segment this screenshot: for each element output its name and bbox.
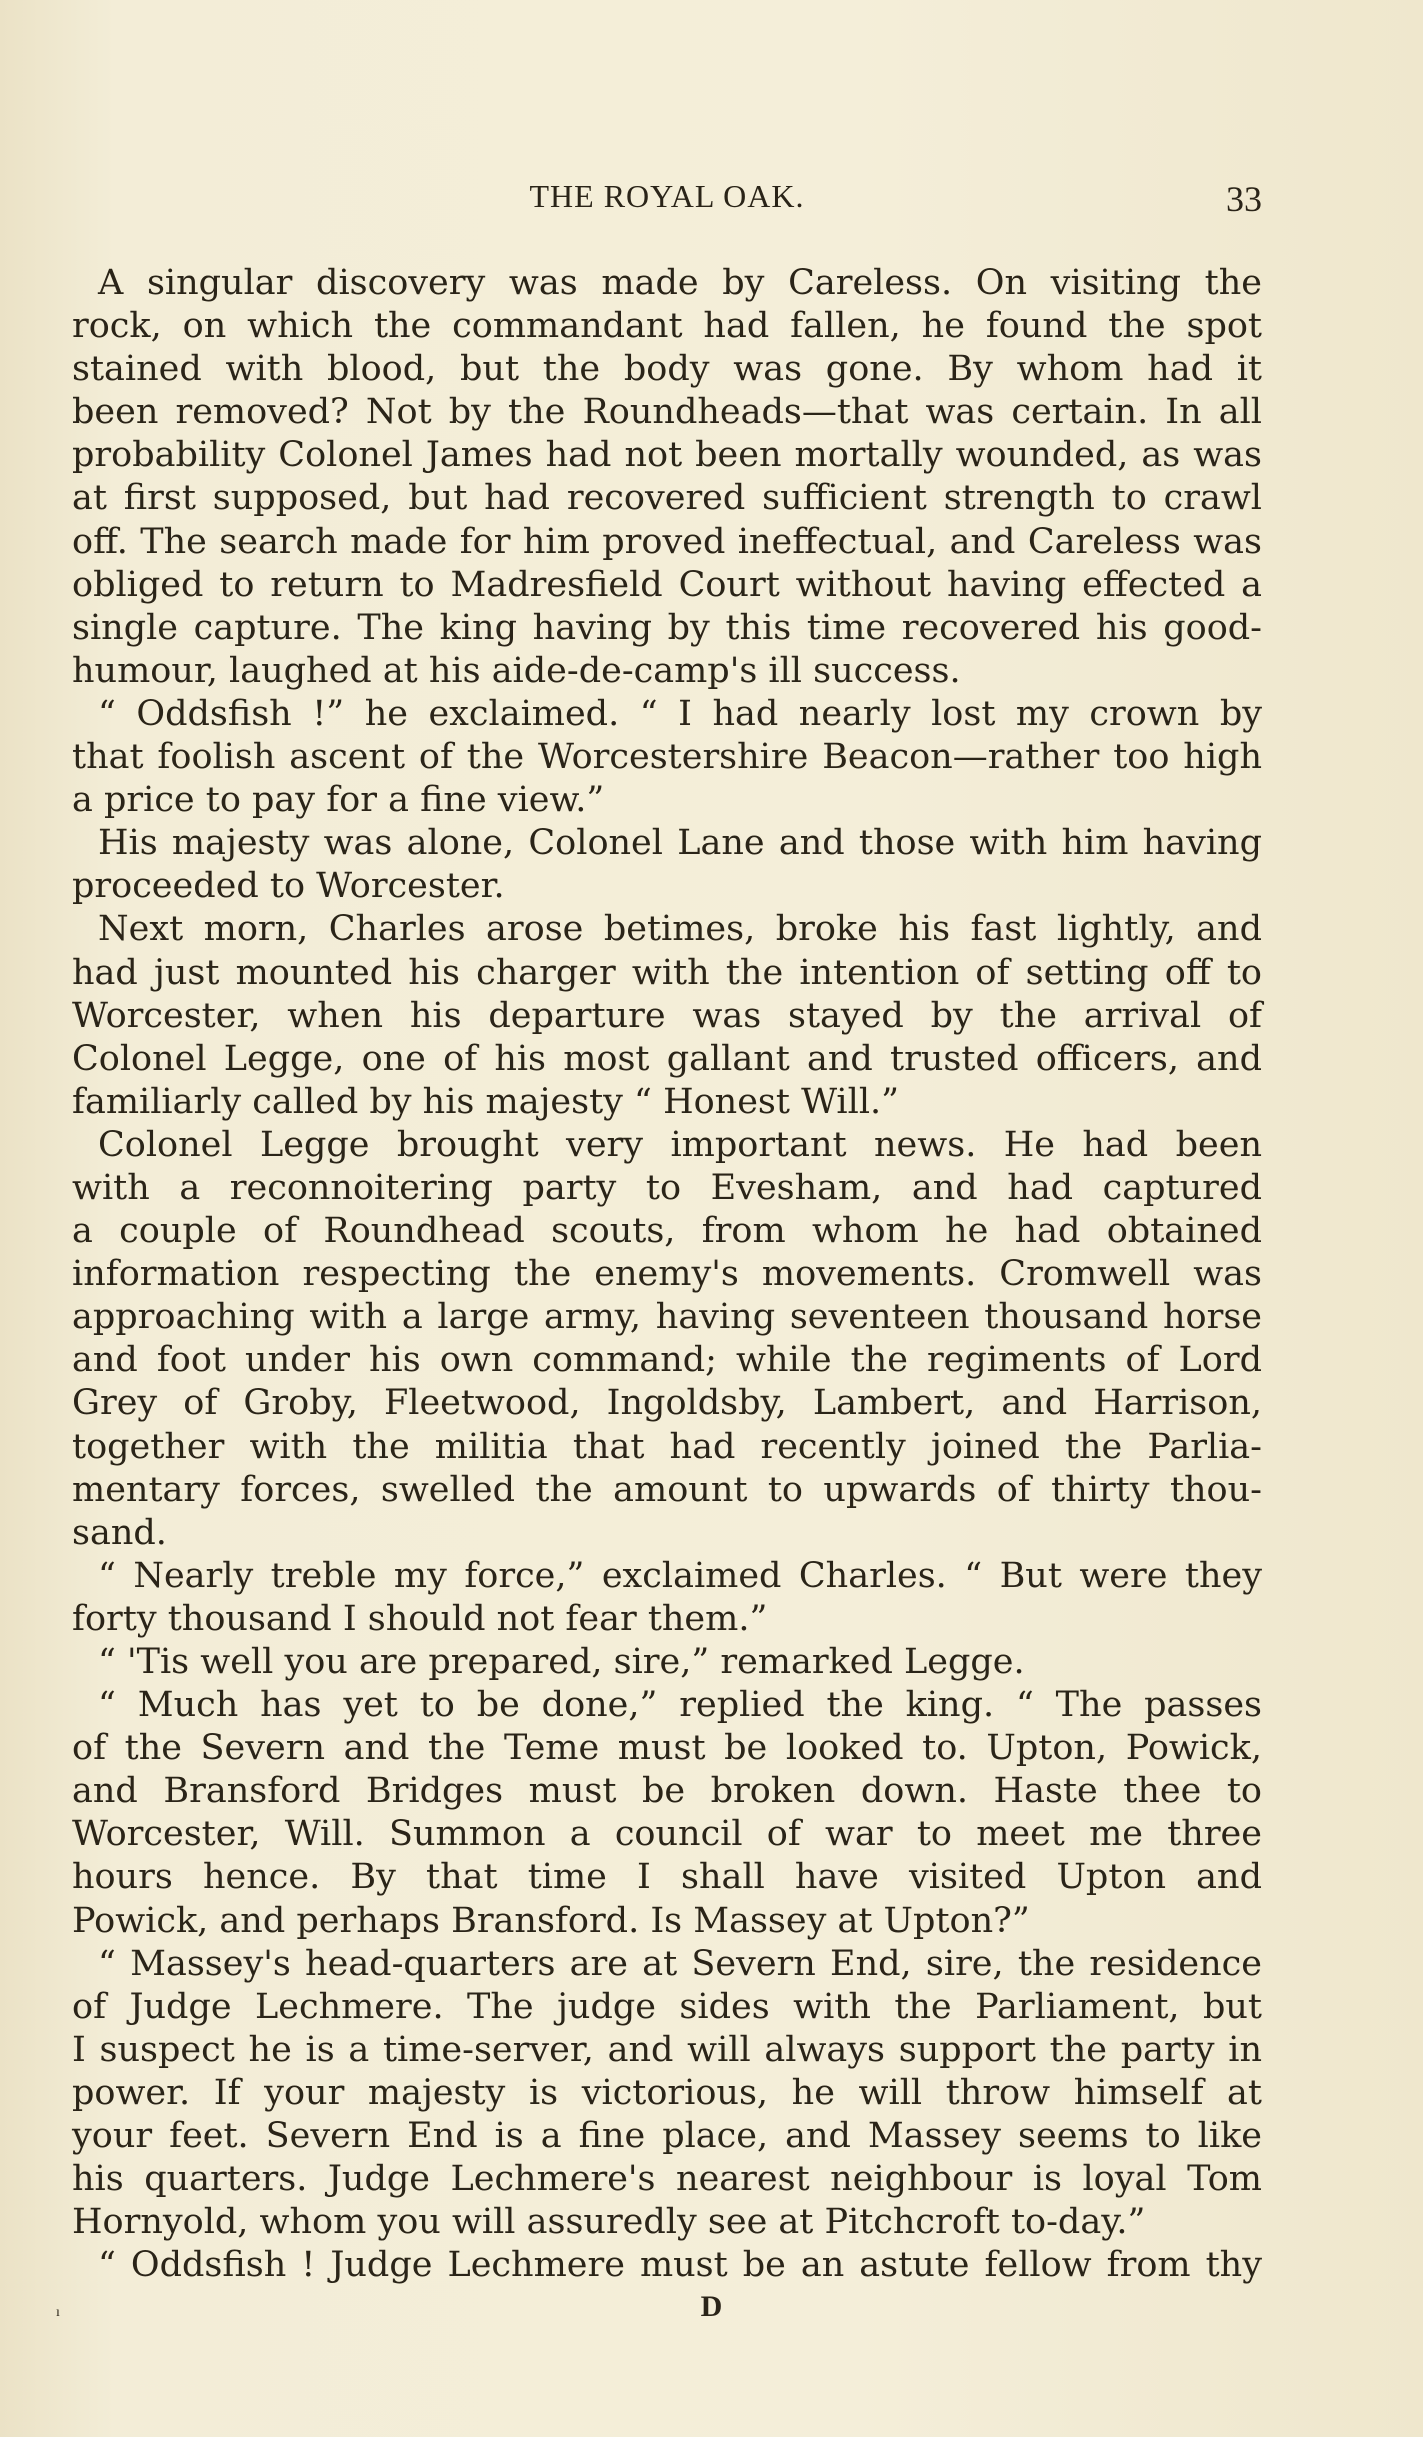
text-line: a price to pay for a fine view.” (72, 780, 605, 821)
text-line: had just mounted his charger with the intention of setting off to (72, 952, 1262, 993)
text-line: a couple of Roundhead scouts, from whom he had obtained (72, 1211, 1262, 1252)
text-line: obliged to return to Madresfield Court without having effected a (72, 564, 1262, 605)
text-line: hours hence. By that time I shall have visited Upton and (72, 1857, 1262, 1898)
text-line: familiarly called by his majesty “ Honest Will.” (72, 1081, 900, 1122)
text-line: Worcester, when his departure was stayed by the arrival of (72, 995, 1262, 1036)
text-line: I suspect he is a time-server, and will always support the party in (72, 2029, 1262, 2070)
text-line: and Bransford Bridges must be broken down. Haste thee to (72, 1771, 1262, 1812)
text-line: “ Massey's head-quarters are at Severn End, sire, the residence (98, 1943, 1262, 1984)
text-line: single capture. The king having by this time recovered his good- (72, 607, 1262, 648)
text-line: power. If your majesty is victorious, he will throw himself at (72, 2072, 1262, 2113)
running-title: THE ROYAL OAK. (529, 178, 805, 214)
text-line: proceeded to Worcester. (72, 866, 505, 907)
text-line: approaching with a large army, having seventeen thousand horse (72, 1297, 1262, 1338)
text-line: His majesty was alone, Colonel Lane and those with him having (98, 823, 1262, 864)
margin-mark: ı (56, 2305, 60, 2320)
text-line: your feet. Severn End is a fine place, and Massey seems to like (72, 2116, 1262, 2157)
text-line: at first supposed, but had recovered sufficient strength to crawl (72, 478, 1262, 519)
text-line: stained with blood, but the body was gone. By whom had it (72, 349, 1262, 390)
text-line: Grey of Groby, Fleetwood, Ingoldsby, Lambert, and Harrison, (72, 1383, 1262, 1424)
text-line: Colonel Legge, one of his most gallant and trusted officers, and (72, 1038, 1262, 1079)
text-line: forty thousand I should not fear them.” (72, 1598, 768, 1639)
signature-mark: D (700, 2290, 723, 2323)
text-line: Powick, and perhaps Bransford. Is Massey at Upton?” (72, 1900, 1030, 1941)
text-line: “ Oddsfish !” he exclaimed. “ I had nearly lost my crown by (98, 693, 1262, 734)
text-line: Hornyold, whom you will assuredly see at Pitchcroft to-day.” (72, 2202, 1146, 2243)
body-text (72, 262, 1262, 2287)
text-line: information respecting the enemy's movements. Cromwell was (72, 1254, 1262, 1295)
text-line: A singular discovery was made by Careless. On visiting the (98, 263, 1262, 303)
text-line: Worcester, Will. Summon a council of war to meet me three (72, 1814, 1262, 1855)
text-line: mentary forces, swelled the amount to upwards of thirty thou- (72, 1469, 1262, 1510)
text-line: off. The search made for him proved ineffectual, and Careless was (72, 521, 1262, 562)
text-line: probability Colonel James had not been mortally wounded, as was (72, 435, 1262, 476)
text-line: “ Nearly treble my force,” exclaimed Charles. “ But were they (98, 1555, 1262, 1596)
text-line: humour, laughed at his aide-de-camp's ill success. (72, 650, 961, 691)
text-line: sand. (72, 1512, 167, 1553)
text-line: that foolish ascent of the Worcestershire Beacon—rather too high (72, 737, 1262, 778)
text-line: “ Much has yet to be done,” replied the king. “ The passes (98, 1685, 1262, 1726)
text-line: “ 'Tis well you are prepared, sire,” remarked Legge. (98, 1642, 1025, 1682)
text-line: with a reconnoitering party to Evesham, and had captured (72, 1167, 1262, 1208)
text-line: been removed? Not by the Roundheads—that was certain. In all (72, 392, 1262, 433)
text-line: of the Severn and the Teme must be looked to. Upton, Powick, (72, 1728, 1262, 1769)
text-line: Colonel Legge brought very important news. He had been (98, 1124, 1262, 1165)
text-line: “ Oddsfish ! Judge Lechmere must be an astute fellow from thy (98, 2245, 1262, 2286)
text-line: of Judge Lechmere. The judge sides with the Parliament, but (72, 1986, 1262, 2027)
page-number: 33 (1226, 179, 1262, 219)
text-line: and foot under his own command; while the regiments of Lord (72, 1340, 1262, 1381)
text-line: together with the militia that had recently joined the Parlia- (72, 1426, 1262, 1467)
text-line: rock, on which the commandant had fallen, he found the spot (72, 306, 1262, 347)
running-head (72, 178, 1262, 228)
text-line: Next morn, Charles arose betimes, broke his fast lightly, and (98, 909, 1262, 950)
text-line: his quarters. Judge Lechmere's nearest neighbour is loyal Tom (72, 2159, 1262, 2200)
